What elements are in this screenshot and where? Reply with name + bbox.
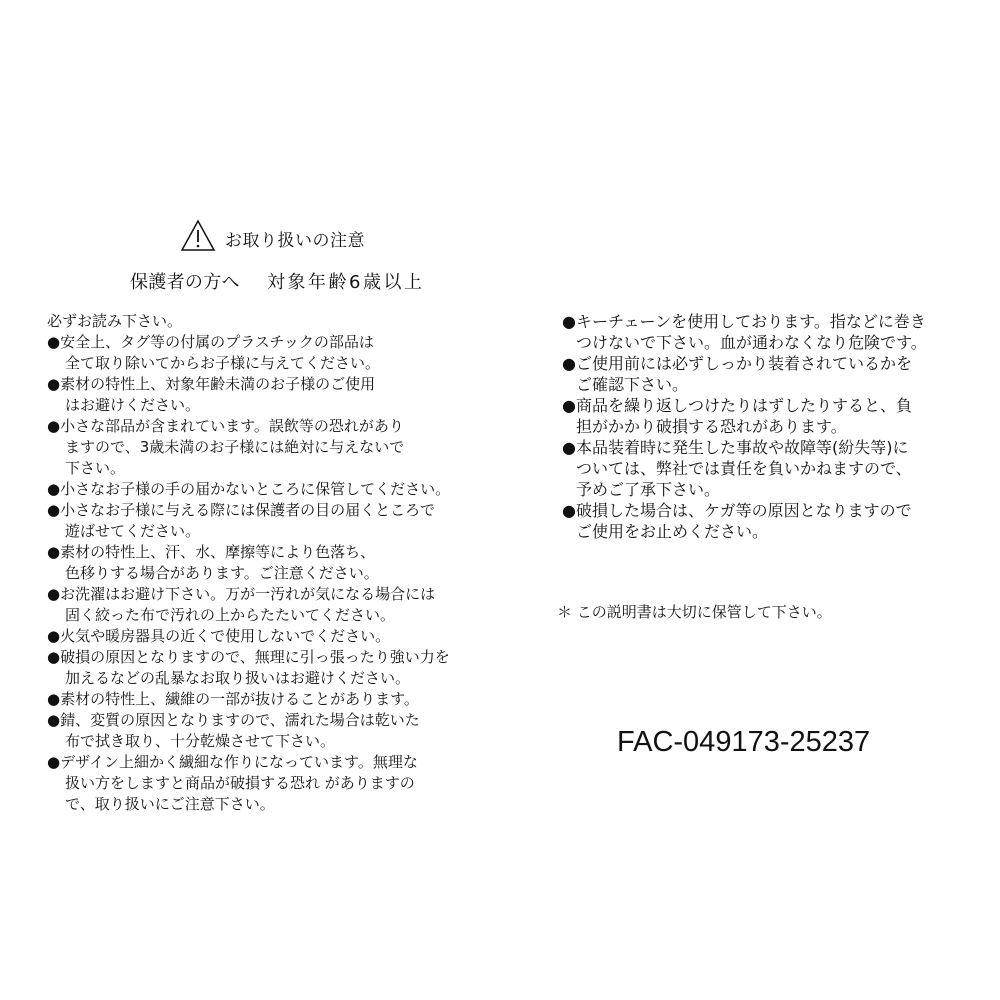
instruction-line: 扱い方をしますと商品が破損する恐れ がありますの <box>65 774 415 792</box>
notice-item <box>47 689 487 710</box>
instruction-line: ご確認下さい。 <box>576 375 689 394</box>
instruction-line: ●破損した場合は、ケガ等の原因となりますので <box>562 501 912 520</box>
instruction-line: で、取り扱いにご注意下さい。 <box>65 795 275 813</box>
instruction-line: ご使用をお止めください。 <box>576 522 769 541</box>
instruction-line: ●本品装着時に発生した事故や故障等(紛失等)に <box>562 438 909 457</box>
notice-item <box>47 374 487 416</box>
instruction-line: ●小さな部品が含まれています。誤飲等の恐れがあり <box>47 417 404 435</box>
notice-item <box>562 311 962 353</box>
notice-item <box>47 647 487 689</box>
instruction-line: ●小さなお子様に与える際には保護者の目の届くところで <box>47 501 435 519</box>
instruction-line: はお避けください。 <box>65 396 201 414</box>
instruction-line: ●お洗濯はお避け下さい。万が一汚れが気になる場合には <box>47 585 436 603</box>
notice-item <box>47 416 487 479</box>
instruction-line: ●安全上、タグ等の付属のプラスチックの部品は <box>47 333 374 351</box>
instruction-line: つけないで下さい。血が通わなくなり危険です。 <box>576 333 927 352</box>
notice-item <box>562 353 962 395</box>
instruction-line: ついては、弊社では責任を負いかねますので、 <box>576 459 912 478</box>
instruction-line: ●素材の特性上、対象年齢未満のお子様のご使用 <box>47 375 376 393</box>
audience-label: 保護者の方へ <box>130 272 240 293</box>
age-label: 対象年齢6歳以上 <box>267 272 425 293</box>
instruction-line: ●素材の特性上、汗、水、摩擦等により色落ち、 <box>47 543 376 561</box>
right-instructions <box>562 311 962 542</box>
warning-icon <box>180 219 216 252</box>
instruction-line: ●キーチェーンを使用しております。指などに巻き <box>562 312 926 331</box>
page-title: お取り扱いの注意 <box>225 231 365 251</box>
instruction-line: ●小さなお子様の手の届かないところに保管してください。 <box>47 480 451 498</box>
instruction-line: ますので、3歳未満のお子様には絶対に与えないで <box>65 438 405 456</box>
instruction-line: 全て取り除いてからお子様に与えてください。 <box>65 354 381 372</box>
intro-line: 必ずお読み下さい。 <box>47 312 183 330</box>
notice-item <box>47 500 487 542</box>
notice-item <box>562 500 962 542</box>
instruction-line: ●素材の特性上、繊維の一部が抜けることがあります。 <box>47 690 419 708</box>
left-instructions <box>47 311 487 815</box>
notice-item <box>47 332 487 374</box>
instruction-line: ●デザイン上細かく繊細な作りになっています。無理な <box>47 753 418 771</box>
instruction-line: 担がかかり破損する恐れがあります。 <box>576 417 847 436</box>
instruction-line: ●ご使用前には必ずしっかり装着されているかを <box>562 354 912 373</box>
notice-item <box>562 395 962 437</box>
instruction-line: 遊ばせてください。 <box>65 522 201 540</box>
notice-item <box>47 542 487 584</box>
instruction-line: 布で拭き取り、十分乾燥させて下さい。 <box>65 732 336 750</box>
instruction-line: 加えるなどの乱暴なお取り扱いはお避けください。 <box>65 669 411 687</box>
instruction-line: ●錆、変質の原因となりますので、濡れた場合は乾いた <box>47 711 420 729</box>
footnote: ＊ この説明書は大切に保管して下さい。 <box>557 603 832 621</box>
notice-item <box>562 437 962 500</box>
notice-item <box>47 752 487 815</box>
product-code: FAC-049173-25237 <box>617 726 871 758</box>
instruction-line: 固く絞った布で汚れの上からたたいてください。 <box>65 606 396 624</box>
instruction-line: ●火気や暖房器具の近くで使用しないでください。 <box>47 627 391 645</box>
notice-item <box>47 584 487 626</box>
instruction-line: 色移りする場合があります。ご注意ください。 <box>65 564 379 582</box>
notice-item <box>47 710 487 752</box>
notice-item <box>47 626 487 647</box>
instruction-line: ●破損の原因となりますので、無理に引っ張ったり強い力を <box>47 648 450 666</box>
instruction-line: ●商品を繰り返しつけたりはずしたりすると、負 <box>562 396 912 415</box>
instruction-line: 予めご了承下さい。 <box>576 480 721 499</box>
instruction-line: 下さい。 <box>65 459 126 477</box>
notice-item <box>47 479 487 500</box>
